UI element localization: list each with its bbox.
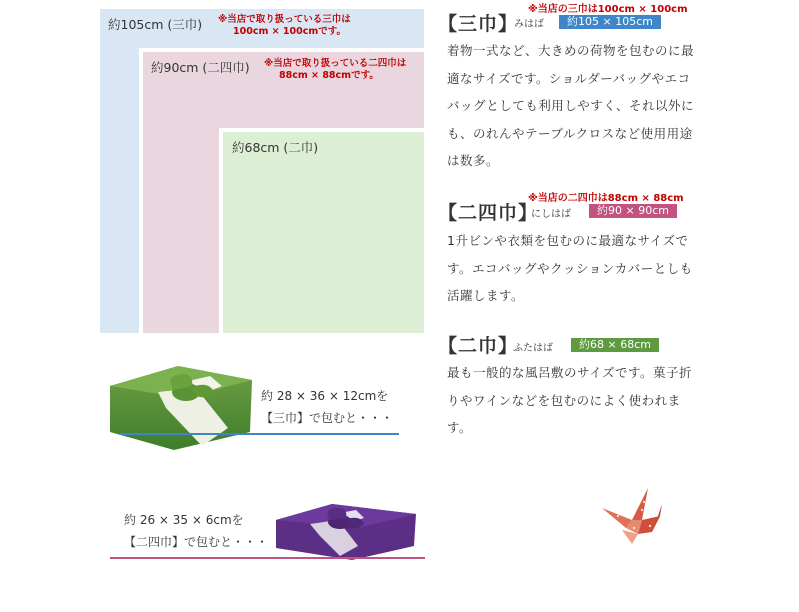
nishihaba-store-note: ※当店で取り扱っている二四巾は 88cm × 88cmです。 xyxy=(264,58,407,81)
futahaba-reading: ふたはば xyxy=(513,343,553,354)
futahaba-description: 最も一般的な風呂敷のサイズです。菓子折りやワインなどを包むのによく使われます。 xyxy=(447,365,693,435)
sanhaba-description: 着物一式など、大きめの荷物を包むのに最適なサイズです。ショルダーバッグやエコバッグとしても利用しやすく、それ以外にも、のれんやテーブルクロスなど使用用途は数多。 xyxy=(447,43,695,168)
sanhaba-title: 【三巾】 xyxy=(438,13,519,35)
sanhaba-reading: みはば xyxy=(514,19,544,30)
purple-package-caption: 約 26 × 35 × 6cmを 【二四巾】で包むと・・・ xyxy=(124,513,269,549)
nishihaba-description: 1升ビンや衣類を包むのに最適なサイズです。エコバッグやクッションカバーとしも活躍します。 xyxy=(447,233,693,303)
green-furoshiki-package-image xyxy=(104,362,256,452)
green-package-caption: 約 28 × 36 × 12cmを 【三巾】で包むと・・・ xyxy=(261,389,394,425)
purple-furoshiki-package-image xyxy=(272,500,420,562)
sanhaba-size-label: 約105cm (三巾) xyxy=(108,17,203,32)
green-package-underline xyxy=(120,433,399,435)
nishihaba-size-label: 約90cm (二四巾) xyxy=(151,60,250,75)
futahaba-size-area xyxy=(219,128,424,333)
futahaba-title: 【二巾】 xyxy=(438,335,519,357)
purple-package-underline xyxy=(110,557,425,559)
origami-crane-icon xyxy=(598,486,664,550)
futahaba-size-label: 約68cm (二巾) xyxy=(232,140,319,155)
sanhaba-size-badge: 約105 × 105cm xyxy=(559,15,661,29)
sanhaba-store-note-heading: ※当店の三巾は100cm × 100cm xyxy=(528,4,688,15)
nishihaba-title: 【二四巾】 xyxy=(438,202,539,224)
sanhaba-store-note: ※当店で取り扱っている三巾は 100cm × 100cmです。 xyxy=(218,14,351,37)
nishihaba-reading: にしはば xyxy=(531,209,571,220)
nishihaba-store-note-heading: ※当店の二四巾は88cm × 88cm xyxy=(528,193,684,204)
nishihaba-size-badge: 約90 × 90cm xyxy=(589,204,677,218)
futahaba-size-badge: 約68 × 68cm xyxy=(571,338,659,352)
